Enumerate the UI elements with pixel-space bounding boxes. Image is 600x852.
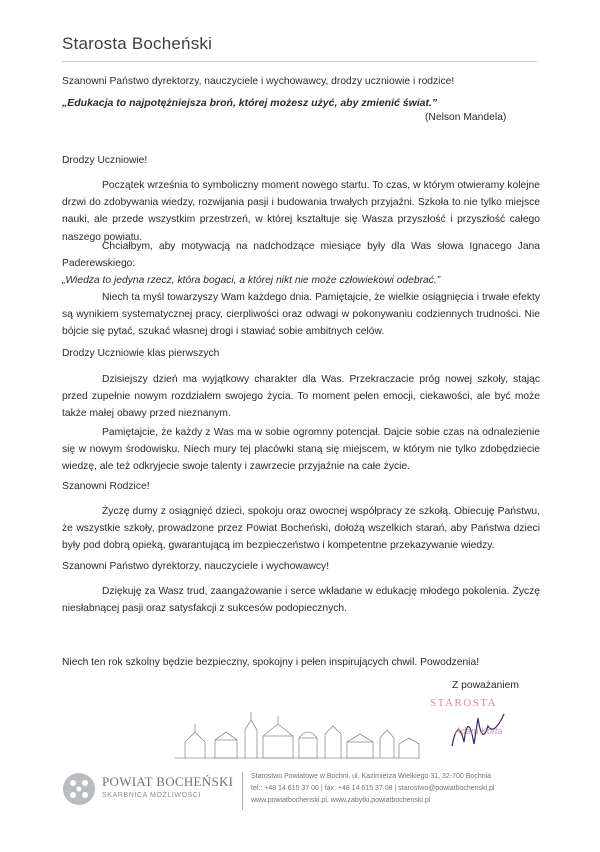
first-grade-heading: Drodzy Uczniowie klas pierwszych xyxy=(62,348,220,359)
parents-heading: Szanowni Rodzice! xyxy=(62,481,150,492)
students-paragraph-2: Chciałbym, aby motywacją na nadchodzące miesiące były dla Was słowa Ignacego Jana Paderewskiego: xyxy=(62,241,540,270)
page-title: Starosta Bocheński xyxy=(62,34,213,53)
parents-paragraph-1: Życzę dumy z osiągnięć dzieci, spokoju oraz owocnej współpracy ze szkołą. Obiecuję Państwu, że wszystkie szkoły, prowadzone przez Powiat Bocheński, dołożą wszelkich starań, aby Państwa dzieci były pod dobrą opieką, gwarantującą im bezpieczeństwo i kompetentne przekazywanie wiedzy. xyxy=(62,506,540,552)
closing-phrase: Z poważaniem xyxy=(452,680,519,691)
teachers-heading: Szanowni Państwo dyrektorzy, nauczyciele i wychowawcy! xyxy=(62,561,330,572)
powiat-logo-icon xyxy=(62,772,96,806)
official-stamp: STAROSTA xyxy=(430,697,498,709)
students-quote: „Wiedza to jedyna rzecz, która bogaci, a której nikt nie może człowiekowi odebrać.” xyxy=(62,275,441,286)
header-divider xyxy=(62,61,537,62)
letterhead-footer xyxy=(62,770,542,820)
footer-contact: tel.: +48 14 615 37 00 | fax: +48 14 615 37 08 | starostwo@powiatbochenski.pl xyxy=(251,785,495,792)
students-paragraph-1: Początek września to symboliczny moment nowego startu. To czas, w którym otwieramy kolejne drzwi do zdobywania wiedzy, rozwijania pasji i budowania trwałych przyjaźni. Szkoła to nie tylko miejsce nauki, ale przede wszystkim przestrzeń, w której kształtuje się Wasza przyszłość i przyszłość całego naszego powiatu. xyxy=(62,180,540,243)
students-heading: Drodzy Uczniowie! xyxy=(62,155,148,166)
final-wishes: Niech ten rok szkolny będzie bezpieczny, spokojny i pełen inspirujących chwil. Powodzenia! xyxy=(62,657,480,668)
footer-websites: www.powiatbochenski.pl, www.zabytki.powiatbochenski.pl xyxy=(251,797,431,804)
motto-author: (Nelson Mandela) xyxy=(425,112,507,123)
teachers-paragraph-1: Dziękuję za Wasz trud, zaangażowanie i serce wkładane w edukację młodego pokolenia. Życzę niesłabnącej pasji oraz satysfakcji z sukcesów podopiecznych. xyxy=(62,586,540,615)
first-grade-paragraph-1: Dzisiejszy dzień ma wyjątkowy charakter dla Was. Przekraczacie próg nowej szkoły, stając przed zupełnie nowym rozdziałem swojego życia. To moment pełen emocji, ciekawości, ale być może także małej obawy przed nieznanym. xyxy=(62,374,540,420)
signatory-name: Adam Korta xyxy=(455,726,503,736)
first-grade-paragraph-2: Pamiętajcie, że każdy z Was ma w sobie ogromny potencjał. Dajcie sobie czas na odnalezienie się w nowym środowisku. Niech mury tej placówki staną się miejscem, w którym nie tylko zdobędziecie wiedzę, ale też odkryjecie swoje talenty i zawrzecie przyjaźnie na całe życie. xyxy=(62,427,540,473)
brand-name: POWIAT BOCHEŃSKI xyxy=(102,774,234,789)
salutation: Szanowni Państwo dyrektorzy, nauczyciele i wychowawcy, drodzy uczniowie i rodzice! xyxy=(62,76,455,87)
footer-divider xyxy=(242,772,243,810)
students-paragraph-3: Niech ta myśl towarzyszy Wam każdego dnia. Pamiętajcie, że wielkie osiągnięcia i trwałe efekty są wynikiem systematycznej pracy, cierpliwości oraz odwagi w pokonywaniu codziennych trudności. Nie bójcie się pytać, szukać własnej drogi i stawiać sobie ambitnych celów. xyxy=(62,292,540,338)
footer-address: Starostwo Powiatowe w Bochni, ul. Kazimierza Wielkiego 31, 32-700 Bochnia xyxy=(251,773,492,780)
town-sketch-illustration xyxy=(175,708,420,760)
brand-tagline: SKARBNICA MOŻLIWOŚCI xyxy=(102,792,202,799)
motto-quote: „Edukacja to najpotężniejsza broń, której możesz użyć, aby zmienić świat.” xyxy=(62,97,438,109)
